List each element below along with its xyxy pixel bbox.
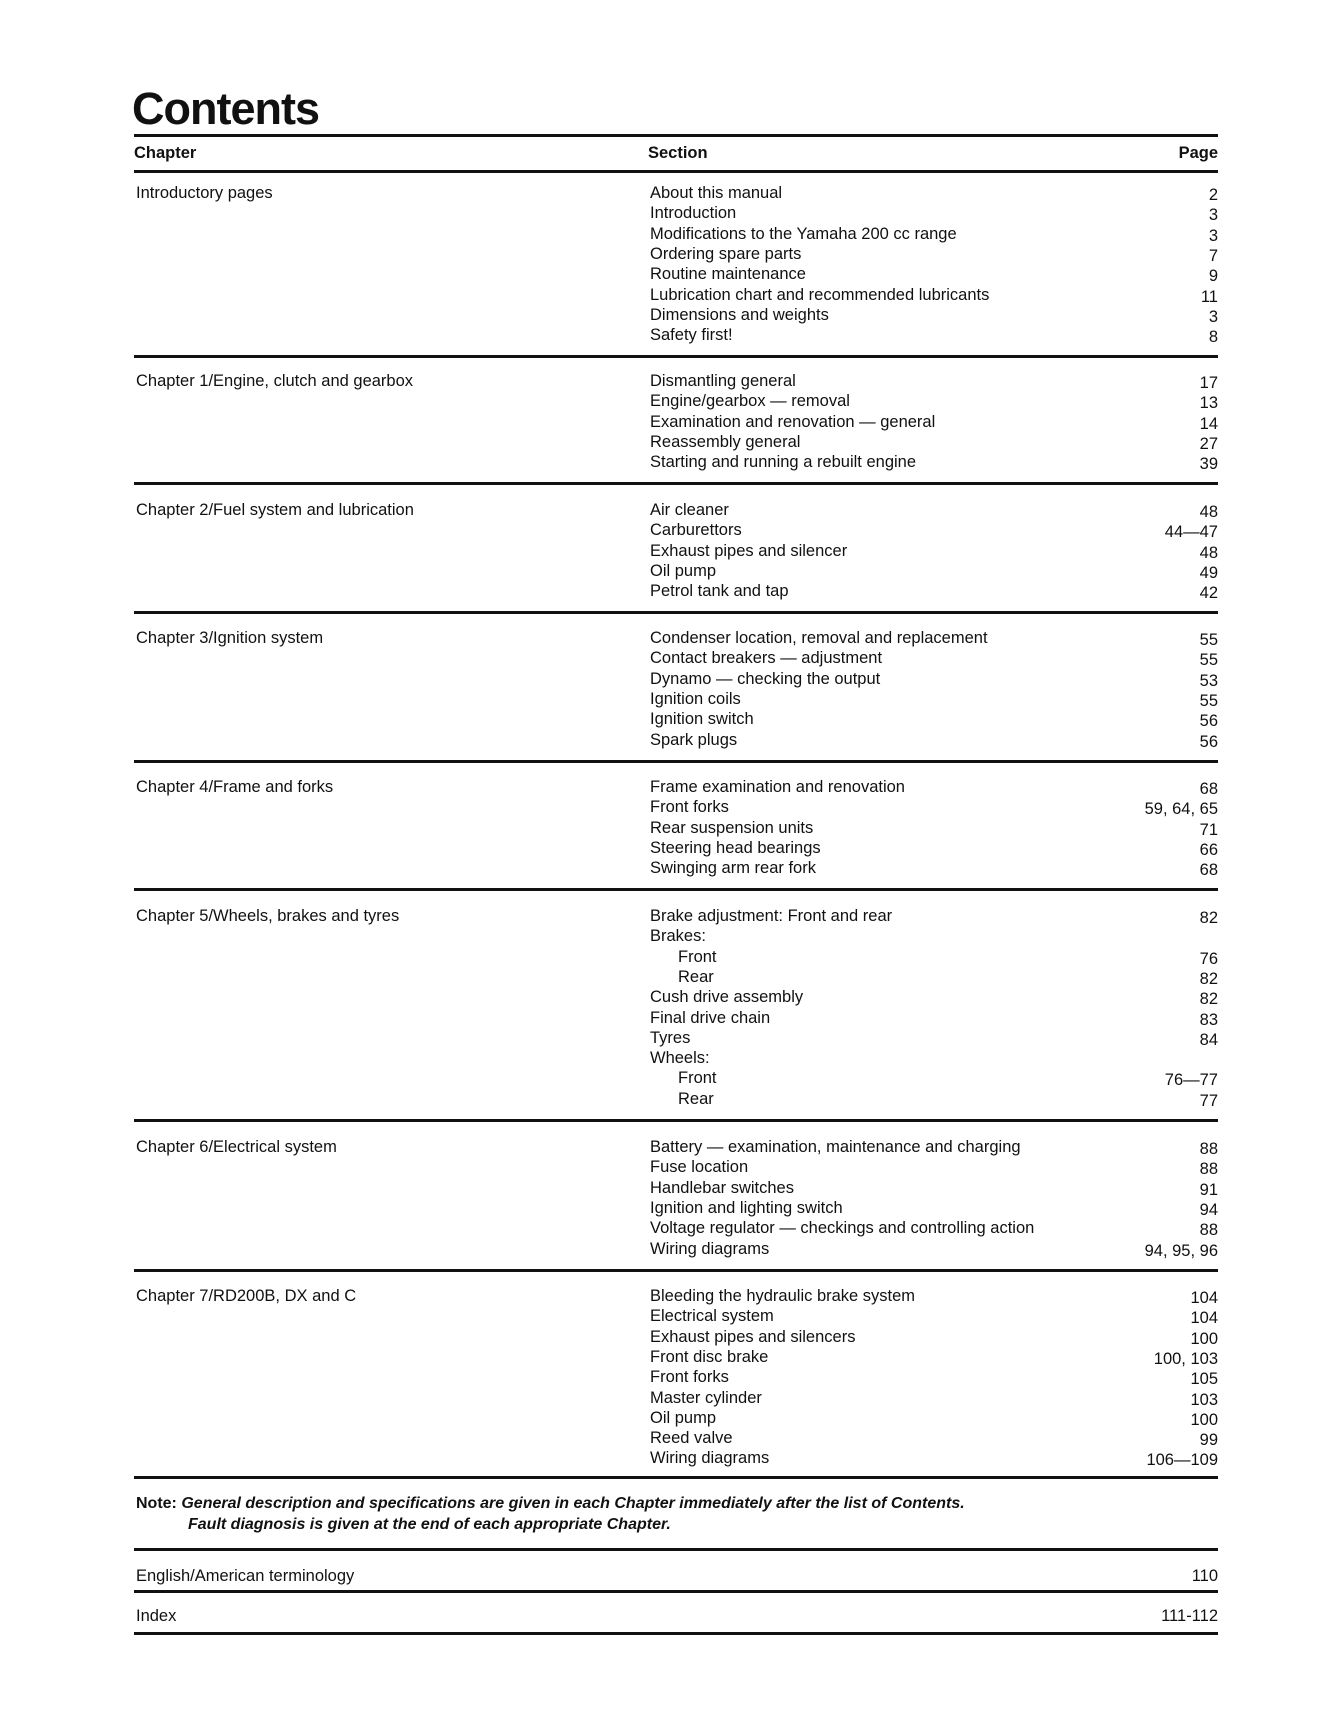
section-entry: Front forks	[650, 798, 729, 817]
page-number: 84	[1199, 1030, 1218, 1049]
section-entry: Safety first!	[650, 326, 733, 345]
section-entry: Fuse location	[650, 1158, 749, 1177]
terminology-label: English/American terminology	[136, 1567, 355, 1585]
page-number: 13	[1199, 394, 1218, 413]
chapter-name: Chapter 2/Fuel system and lubrication	[136, 501, 414, 519]
chapter-name: Chapter 3/Ignition system	[136, 629, 324, 647]
section-entry: Introduction	[650, 204, 737, 223]
page-number: 55	[1199, 631, 1218, 649]
section-entry: Brakes:	[650, 927, 706, 946]
page-number: 106—109	[1146, 1451, 1218, 1470]
section-entry: Ordering spare parts	[650, 244, 802, 263]
section-entry: Starting and running a rebuilt engine	[650, 453, 917, 472]
page-number: 9	[1208, 267, 1218, 286]
section-entry: Rear	[678, 967, 714, 986]
section-entry: Cush drive assembly	[650, 988, 804, 1007]
section-entry: Voltage regulator — checkings and controlling action	[650, 1219, 1035, 1238]
chapter-name: Chapter 1/Engine, clutch and gearbox	[136, 372, 414, 390]
page-number: 48	[1199, 503, 1218, 521]
header-rule	[134, 170, 1218, 173]
page-number: 44—47	[1164, 523, 1218, 542]
section-entry: Oil pump	[650, 1408, 717, 1427]
section-entry: Swinging arm rear fork	[650, 859, 816, 878]
page-number: 56	[1199, 712, 1218, 731]
section-entry: Dimensions and weights	[650, 305, 829, 324]
extras-rule-1	[134, 1548, 1218, 1551]
section-entry: Engine/gearbox — removal	[650, 392, 850, 411]
note-text-1: General description and specifications are given in each Chapter immediately after the list of Contents.	[181, 1495, 965, 1512]
page-number: 66	[1199, 840, 1218, 859]
page-number: 83	[1199, 1010, 1218, 1029]
section-entry: Reed valve	[650, 1429, 733, 1448]
terminology-page: 110	[1191, 1567, 1218, 1585]
section-entry: Final drive chain	[650, 1008, 771, 1027]
page-number: 7	[1208, 246, 1218, 265]
page-number: 56	[1199, 732, 1218, 751]
section-entry: Wiring diagrams	[650, 1239, 770, 1258]
chapter-divider	[134, 888, 1218, 891]
page-number: 99	[1199, 1431, 1218, 1450]
bottom-rule	[134, 1632, 1218, 1635]
section-entry: Battery — examination, maintenance and charging	[650, 1138, 1021, 1156]
page-number: 3	[1208, 307, 1218, 326]
section-entry: Front	[678, 1069, 717, 1088]
page-number: 77	[1199, 1091, 1218, 1110]
extras-rule-2	[134, 1590, 1218, 1593]
section-entry: Brake adjustment: Front and rear	[650, 907, 893, 925]
page-number: 76	[1199, 949, 1218, 968]
page-number: 94, 95, 96	[1144, 1241, 1218, 1260]
section-entry: Air cleaner	[650, 501, 729, 519]
section-entry: Dynamo — checking the output	[650, 669, 881, 688]
page-number: 88	[1199, 1221, 1218, 1240]
chapter-name: Chapter 6/Electrical system	[136, 1138, 337, 1156]
page-number: 88	[1199, 1140, 1218, 1158]
section-entry: Carburettors	[650, 521, 742, 540]
page-number: 82	[1199, 990, 1218, 1009]
section-entry: Routine maintenance	[650, 265, 806, 284]
index-label: Index	[136, 1607, 177, 1625]
page-number: 3	[1208, 226, 1218, 245]
page-number: 27	[1199, 434, 1218, 453]
section-entry: Wiring diagrams	[650, 1449, 770, 1468]
section-entry: Condenser location, removal and replacement	[650, 629, 988, 647]
page-number: 8	[1208, 328, 1218, 347]
section-entry: Exhaust pipes and silencers	[650, 1327, 856, 1346]
page-number: 91	[1199, 1180, 1218, 1199]
chapter-divider	[134, 1269, 1218, 1272]
section-entry: Petrol tank and tap	[650, 582, 789, 601]
page-number: 100	[1190, 1329, 1218, 1348]
page-number: 76—77	[1164, 1071, 1218, 1090]
chapter-name: Chapter 4/Frame and forks	[136, 778, 334, 796]
chapter-name: Chapter 7/RD200B, DX and C	[136, 1287, 357, 1305]
section-entry: Modifications to the Yamaha 200 cc range	[650, 224, 957, 243]
section-entry: Spark plugs	[650, 730, 738, 749]
index-page: 111-112	[1161, 1607, 1218, 1625]
page-number: 100, 103	[1153, 1349, 1218, 1368]
page-number: 71	[1199, 820, 1218, 839]
section-entry: Ignition coils	[650, 689, 741, 708]
page-number: 42	[1199, 584, 1218, 603]
header-page: Page	[1178, 144, 1218, 162]
note-line-1	[136, 1494, 965, 1514]
note-line-2: Fault diagnosis is given at the end of each appropriate Chapter.	[188, 1516, 671, 1533]
section-entry: Ignition switch	[650, 710, 754, 729]
chapter-divider	[134, 760, 1218, 763]
chapter-divider	[134, 1119, 1218, 1122]
section-entry: Contact breakers — adjustment	[650, 649, 883, 668]
section-entry: Ignition and lighting switch	[650, 1198, 843, 1217]
page-number: 17	[1199, 374, 1218, 392]
page-number: 49	[1199, 563, 1218, 582]
page-number: 82	[1199, 969, 1218, 988]
section-entry: Reassembly general	[650, 432, 801, 451]
page-number: 55	[1199, 651, 1218, 670]
section-entry: About this manual	[650, 184, 783, 202]
page-number: 68	[1199, 861, 1218, 880]
page-number: 88	[1199, 1160, 1218, 1179]
section-entry: Handlebar switches	[650, 1178, 794, 1197]
page-number: 94	[1199, 1200, 1218, 1219]
page-number: 39	[1199, 455, 1218, 474]
page-number: 55	[1199, 691, 1218, 710]
section-entry: Wheels:	[650, 1049, 710, 1068]
chapter-name: Chapter 5/Wheels, brakes and tyres	[136, 907, 400, 925]
note-label: Note:	[136, 1495, 177, 1512]
section-entry: Exhaust pipes and silencer	[650, 541, 848, 560]
section-entry: Front disc brake	[650, 1347, 769, 1366]
page-number: 3	[1208, 206, 1218, 225]
section-entry: Frame examination and renovation	[650, 778, 905, 796]
section-entry: Examination and renovation — general	[650, 412, 936, 431]
page-number: 14	[1199, 414, 1218, 433]
page-number: 100	[1190, 1410, 1218, 1429]
page-number: 59, 64, 65	[1144, 800, 1218, 819]
chapter-divider	[134, 482, 1218, 485]
title-rule	[134, 134, 1218, 137]
section-entry: Rear	[678, 1089, 714, 1108]
page-number: 105	[1190, 1370, 1218, 1389]
page-number: 82	[1199, 909, 1218, 927]
section-entry: Lubrication chart and recommended lubricants	[650, 285, 990, 304]
section-entry: Front	[678, 947, 717, 966]
page-number: 68	[1199, 780, 1218, 798]
page-number: 104	[1190, 1289, 1218, 1307]
page-title: Contents	[132, 83, 319, 134]
section-entry: Electrical system	[650, 1307, 774, 1326]
page-number: 104	[1190, 1309, 1218, 1328]
section-entry: Master cylinder	[650, 1388, 762, 1407]
section-entry: Bleeding the hydraulic brake system	[650, 1287, 916, 1305]
section-entry: Dismantling general	[650, 372, 796, 390]
header-section: Section	[648, 144, 708, 162]
chapter-name: Introductory pages	[136, 184, 273, 202]
section-entry: Tyres	[650, 1028, 691, 1047]
page-number: 53	[1199, 671, 1218, 690]
section-entry: Oil pump	[650, 561, 717, 580]
chapter-divider	[134, 1476, 1218, 1479]
section-entry: Rear suspension units	[650, 818, 814, 837]
header-chapter: Chapter	[134, 144, 197, 162]
page-number: 2	[1208, 186, 1218, 204]
chapter-divider	[134, 355, 1218, 358]
chapter-divider	[134, 611, 1218, 614]
page-number: 11	[1200, 287, 1218, 306]
page-number: 103	[1190, 1390, 1218, 1409]
section-entry: Front forks	[650, 1368, 729, 1387]
section-entry: Steering head bearings	[650, 838, 821, 857]
page-number: 48	[1199, 543, 1218, 562]
